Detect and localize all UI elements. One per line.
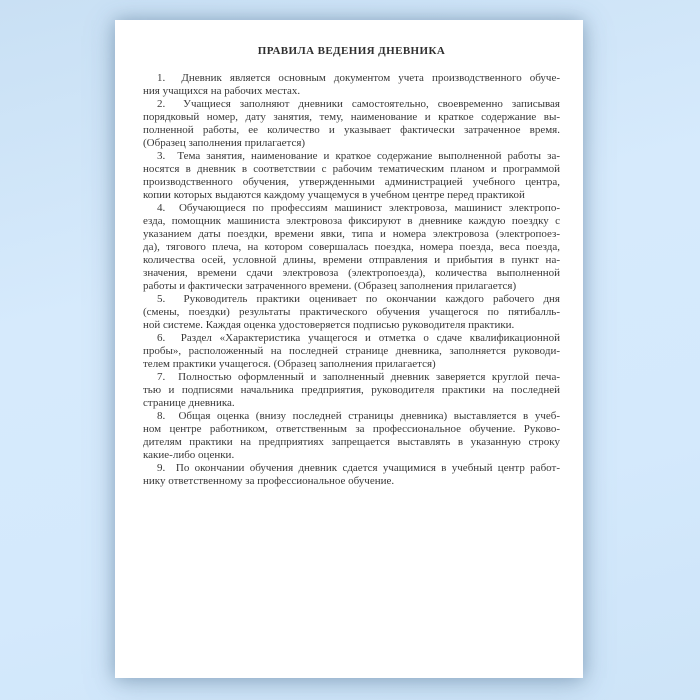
text-line: значения, времени сдачи электровоза (электропоезда), количества выполненной [143,267,560,279]
text-line: 6. Раздел «Характеристика учащегося и отметка о сдаче квалификационной [157,332,560,344]
text-line: количества осей, условной длины, времени отправления и прибытия в пункт на- [143,254,560,266]
paragraph [143,293,560,332]
text-line: дителям практики на предприятиях запрещается выставлять в указанную строку [143,436,560,448]
paragraph [143,332,560,371]
text-line: странице дневника. [143,397,235,409]
text-line: 3. Тема занятия, наименование и краткое содержание выполненной работы за- [157,150,560,162]
text-line: (Образец заполнения прилагается) [143,137,306,149]
paragraph [143,98,560,150]
paragraph [143,202,560,293]
text-line: телем практики учащегося. (Образец заполнения прилагается) [143,358,436,370]
text-line: копии которых выдаются каждому учащемуся в учебном центре перед практикой [143,189,525,201]
text-line: да), тягового плеча, на котором совершалась поездка, номера поезда, веса поезда, [143,241,560,253]
text-line: 1. Дневник является основным документом учета производственного обуче- [157,72,560,84]
paragraph [143,371,560,410]
paragraph [143,462,560,488]
text-line: тью и подписями начальника предприятия, руководителя практики на последней [143,384,560,396]
text-line: нику ответственному за профессиональное обучение. [143,475,395,487]
text-line: езда, помощник машиниста электровоза фиксируют в дневнике каждую поездку с [143,215,560,227]
document-title: ПРАВИЛА ВЕДЕНИЯ ДНЕВНИКА [257,45,446,57]
text-line: носятся в дневник в соответствии с рабочим тематическим планом и программой [143,163,560,175]
text-line: работы и фактически затраченного времени. (Образец заполнения прилагается) [143,280,517,292]
text-line: 7. Полностью оформленный и заполненный дневник заверяется круглой печа- [157,371,560,383]
document-body [143,72,560,488]
text-line: ном центре работником, ответственным за профессиональное обучение. Руково- [143,423,560,435]
paragraph [143,410,560,462]
text-line: 8. Общая оценка (внизу последней страницы дневника) выставляется в учеб- [157,410,560,422]
text-line: ния учащихся на рабочих местах. [143,85,301,97]
paragraph [143,72,560,98]
text-line: полненной работы, ее количество и указывает фактически затраченное время. [143,124,560,136]
text-line: указанием даты поездки, времени явки, типа и номера электровоза (электропоез- [143,228,560,240]
paragraph [143,150,560,202]
text-line: 9. По окончании обучения дневник сдается учащимися в учебный центр работ- [157,462,560,474]
document-page [115,20,583,678]
text-line: 5. Руководитель практики оценивает по окончании каждого рабочего дня [157,293,560,305]
text-line: пробы», расположенный на последней странице дневника, заполняется руководи- [143,345,560,357]
text-line: какие-либо оценки. [143,449,235,461]
text-line: производственного обучения, утвержденными администрацией учебного центра, [143,176,560,188]
text-line: порядковый номер, дату занятия, тему, наименование и краткое содержание вы- [143,111,560,123]
text-line: (смены, поездки) результаты практического обучения учащегося по пятибалль- [143,306,560,318]
text-line: ной системе. Каждая оценка удостоверяется подписью руководителя практики. [143,319,515,331]
text-line: 2. Учащиеся заполняют дневники самостоятельно, своевременно записывая [157,98,560,110]
text-line: 4. Обучающиеся по профессиям машинист электровоза, машинист электропо- [157,202,560,214]
